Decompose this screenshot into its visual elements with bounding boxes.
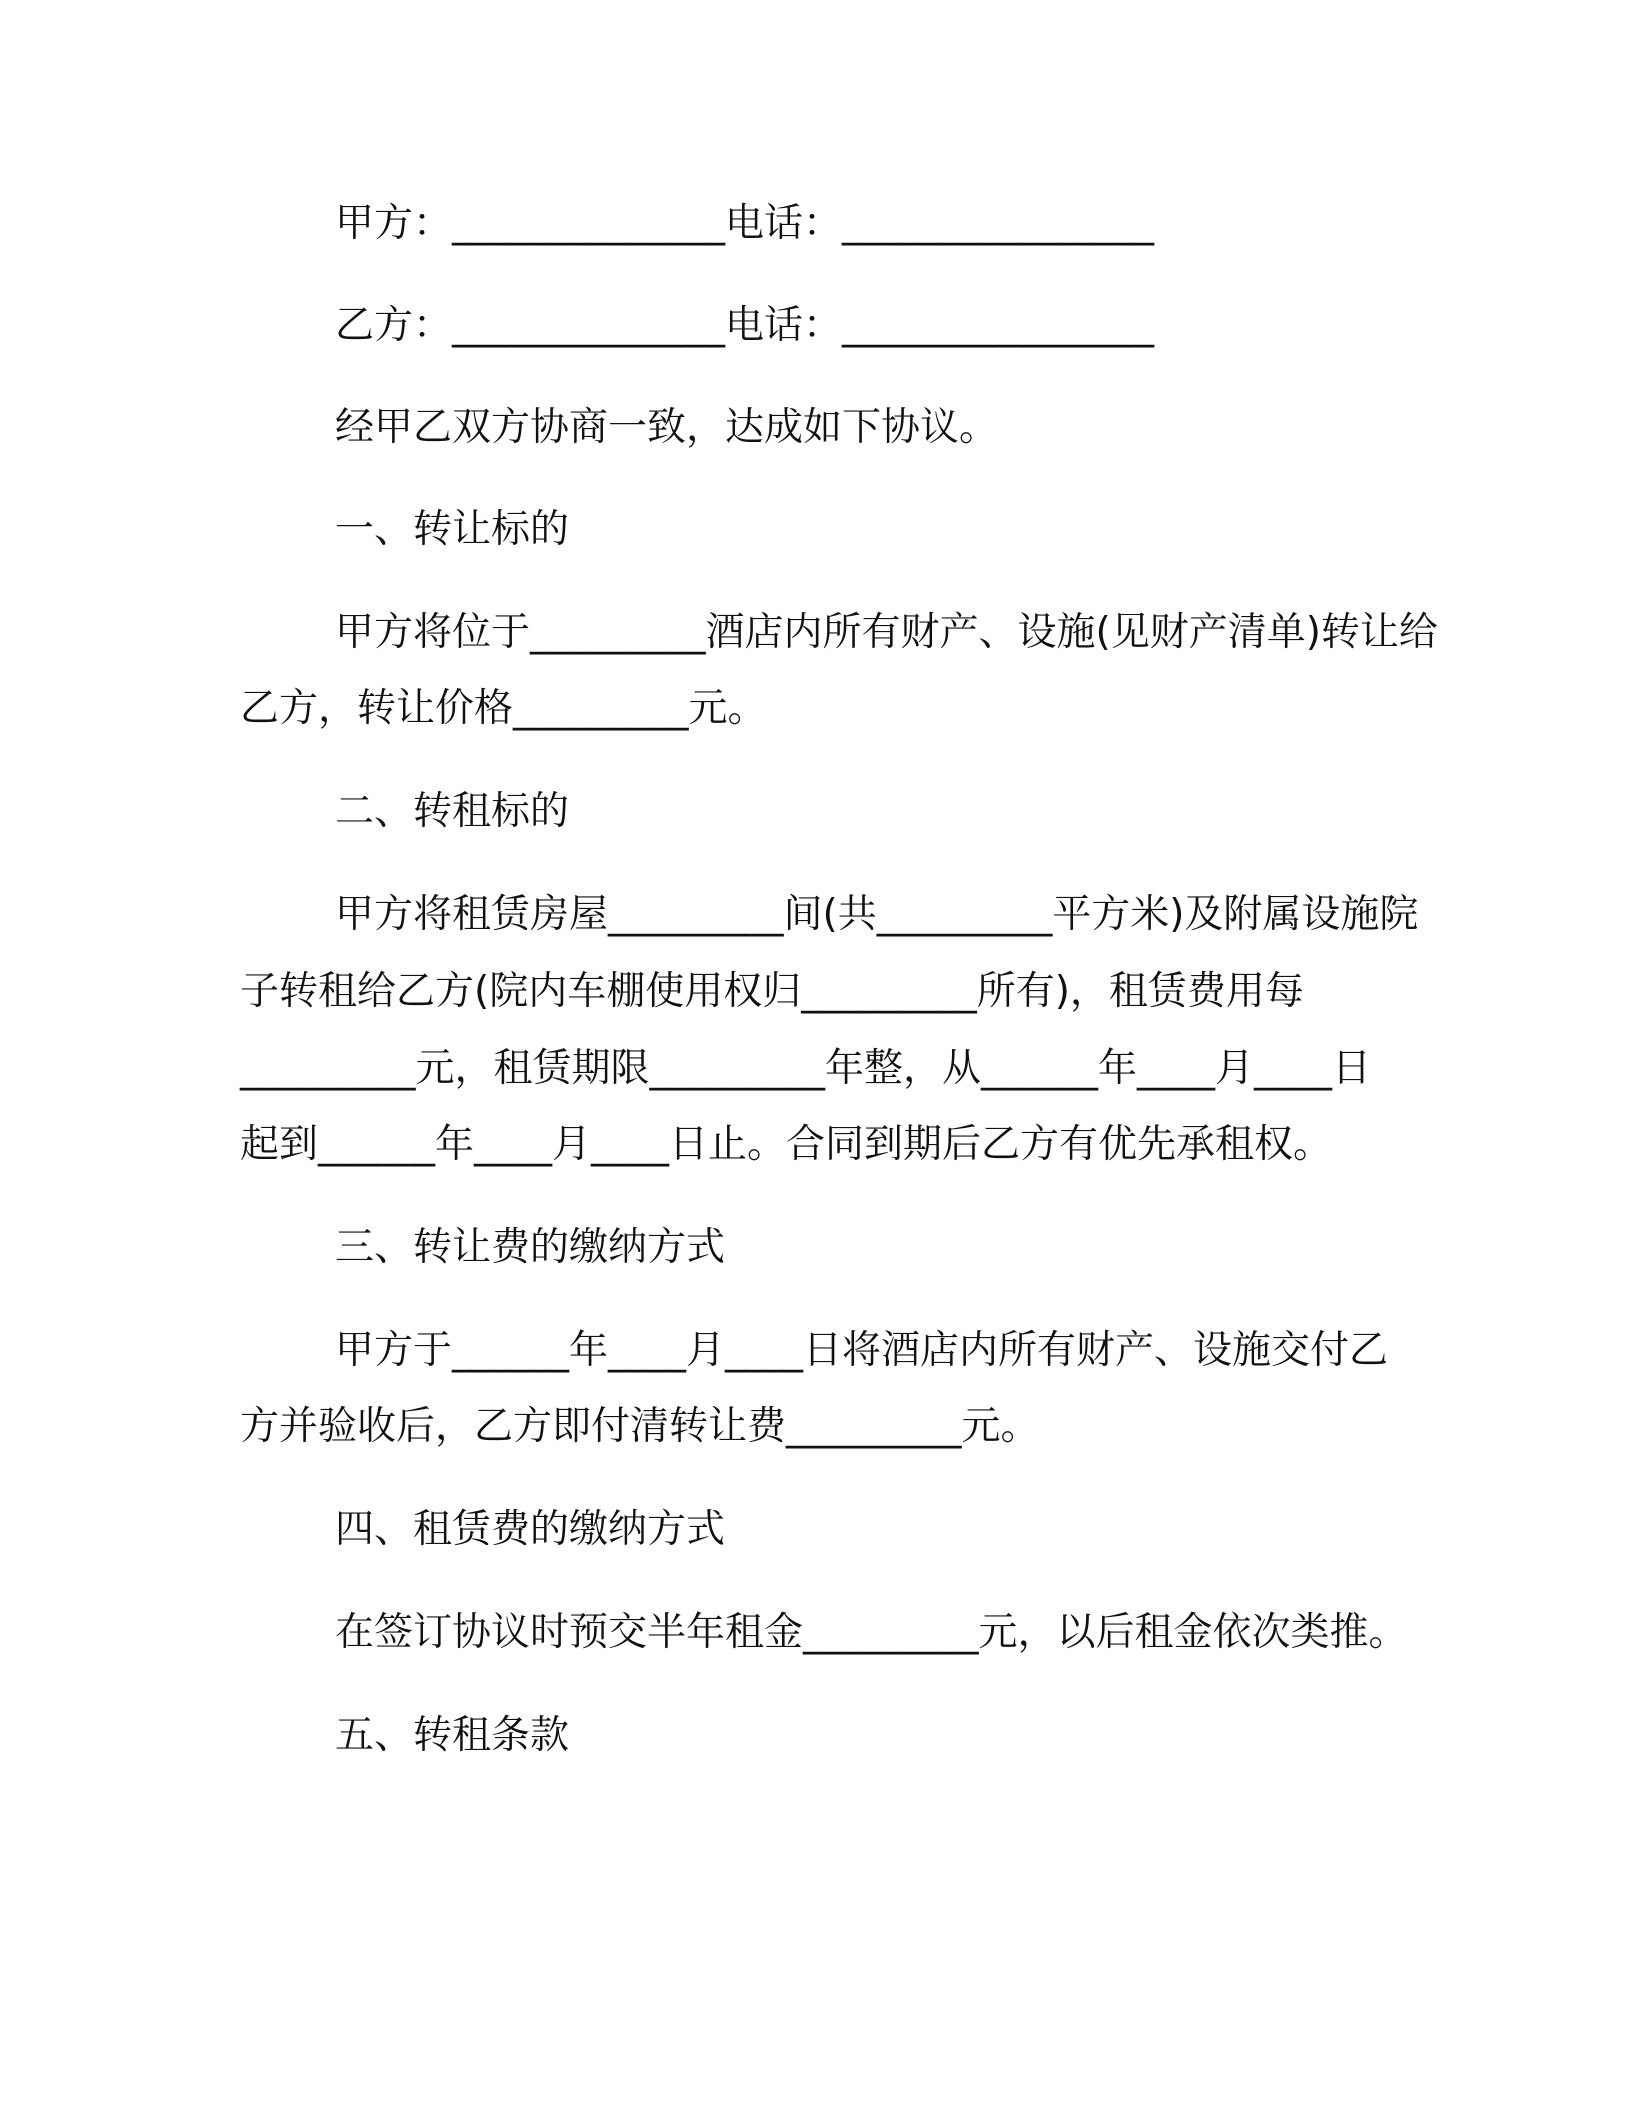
section-2-line-4: 起到______年____月____日止。合同到期后乙方有优先承租权。: [240, 1122, 1333, 1167]
section-heading-2: 二、转租标的: [335, 789, 570, 834]
section-4-line-1: 在签订协议时预交半年租金_________元，以后租金依次类推。: [335, 1610, 1408, 1655]
section-3-line-2: 方并验收后，乙方即付清转让费_________元。: [240, 1404, 1040, 1449]
section-3-line-1: 甲方于______年____月____日将酒店内所有财产、设施交付乙: [335, 1328, 1389, 1373]
section-2-line-3: _________元，租赁期限_________年整，从______年____月____日: [240, 1046, 1372, 1091]
section-heading-4: 四、租赁费的缴纳方式: [335, 1507, 726, 1552]
section-heading-1: 一、转让标的: [335, 507, 570, 552]
section-heading-3: 三、转让费的缴纳方式: [335, 1225, 726, 1270]
section-2-line-1: 甲方将租赁房屋_________间(共_________平方米)及附属设施院: [335, 892, 1419, 937]
party-a-line: 甲方：______________电话：________________: [335, 201, 1155, 246]
section-1-line-1: 甲方将位于_________酒店内所有财产、设施(见财产清单)转让给: [335, 610, 1438, 655]
section-heading-5: 五、转租条款: [335, 1713, 570, 1758]
intro-paragraph: 经甲乙双方协商一致，达成如下协议。: [335, 405, 999, 450]
party-b-line: 乙方：______________电话：________________: [335, 303, 1155, 348]
section-1-line-2: 乙方，转让价格_________元。: [240, 686, 767, 731]
section-2-line-2: 子转租给乙方(院内车棚使用权归_________所有)，租赁费用每: [240, 969, 1304, 1014]
